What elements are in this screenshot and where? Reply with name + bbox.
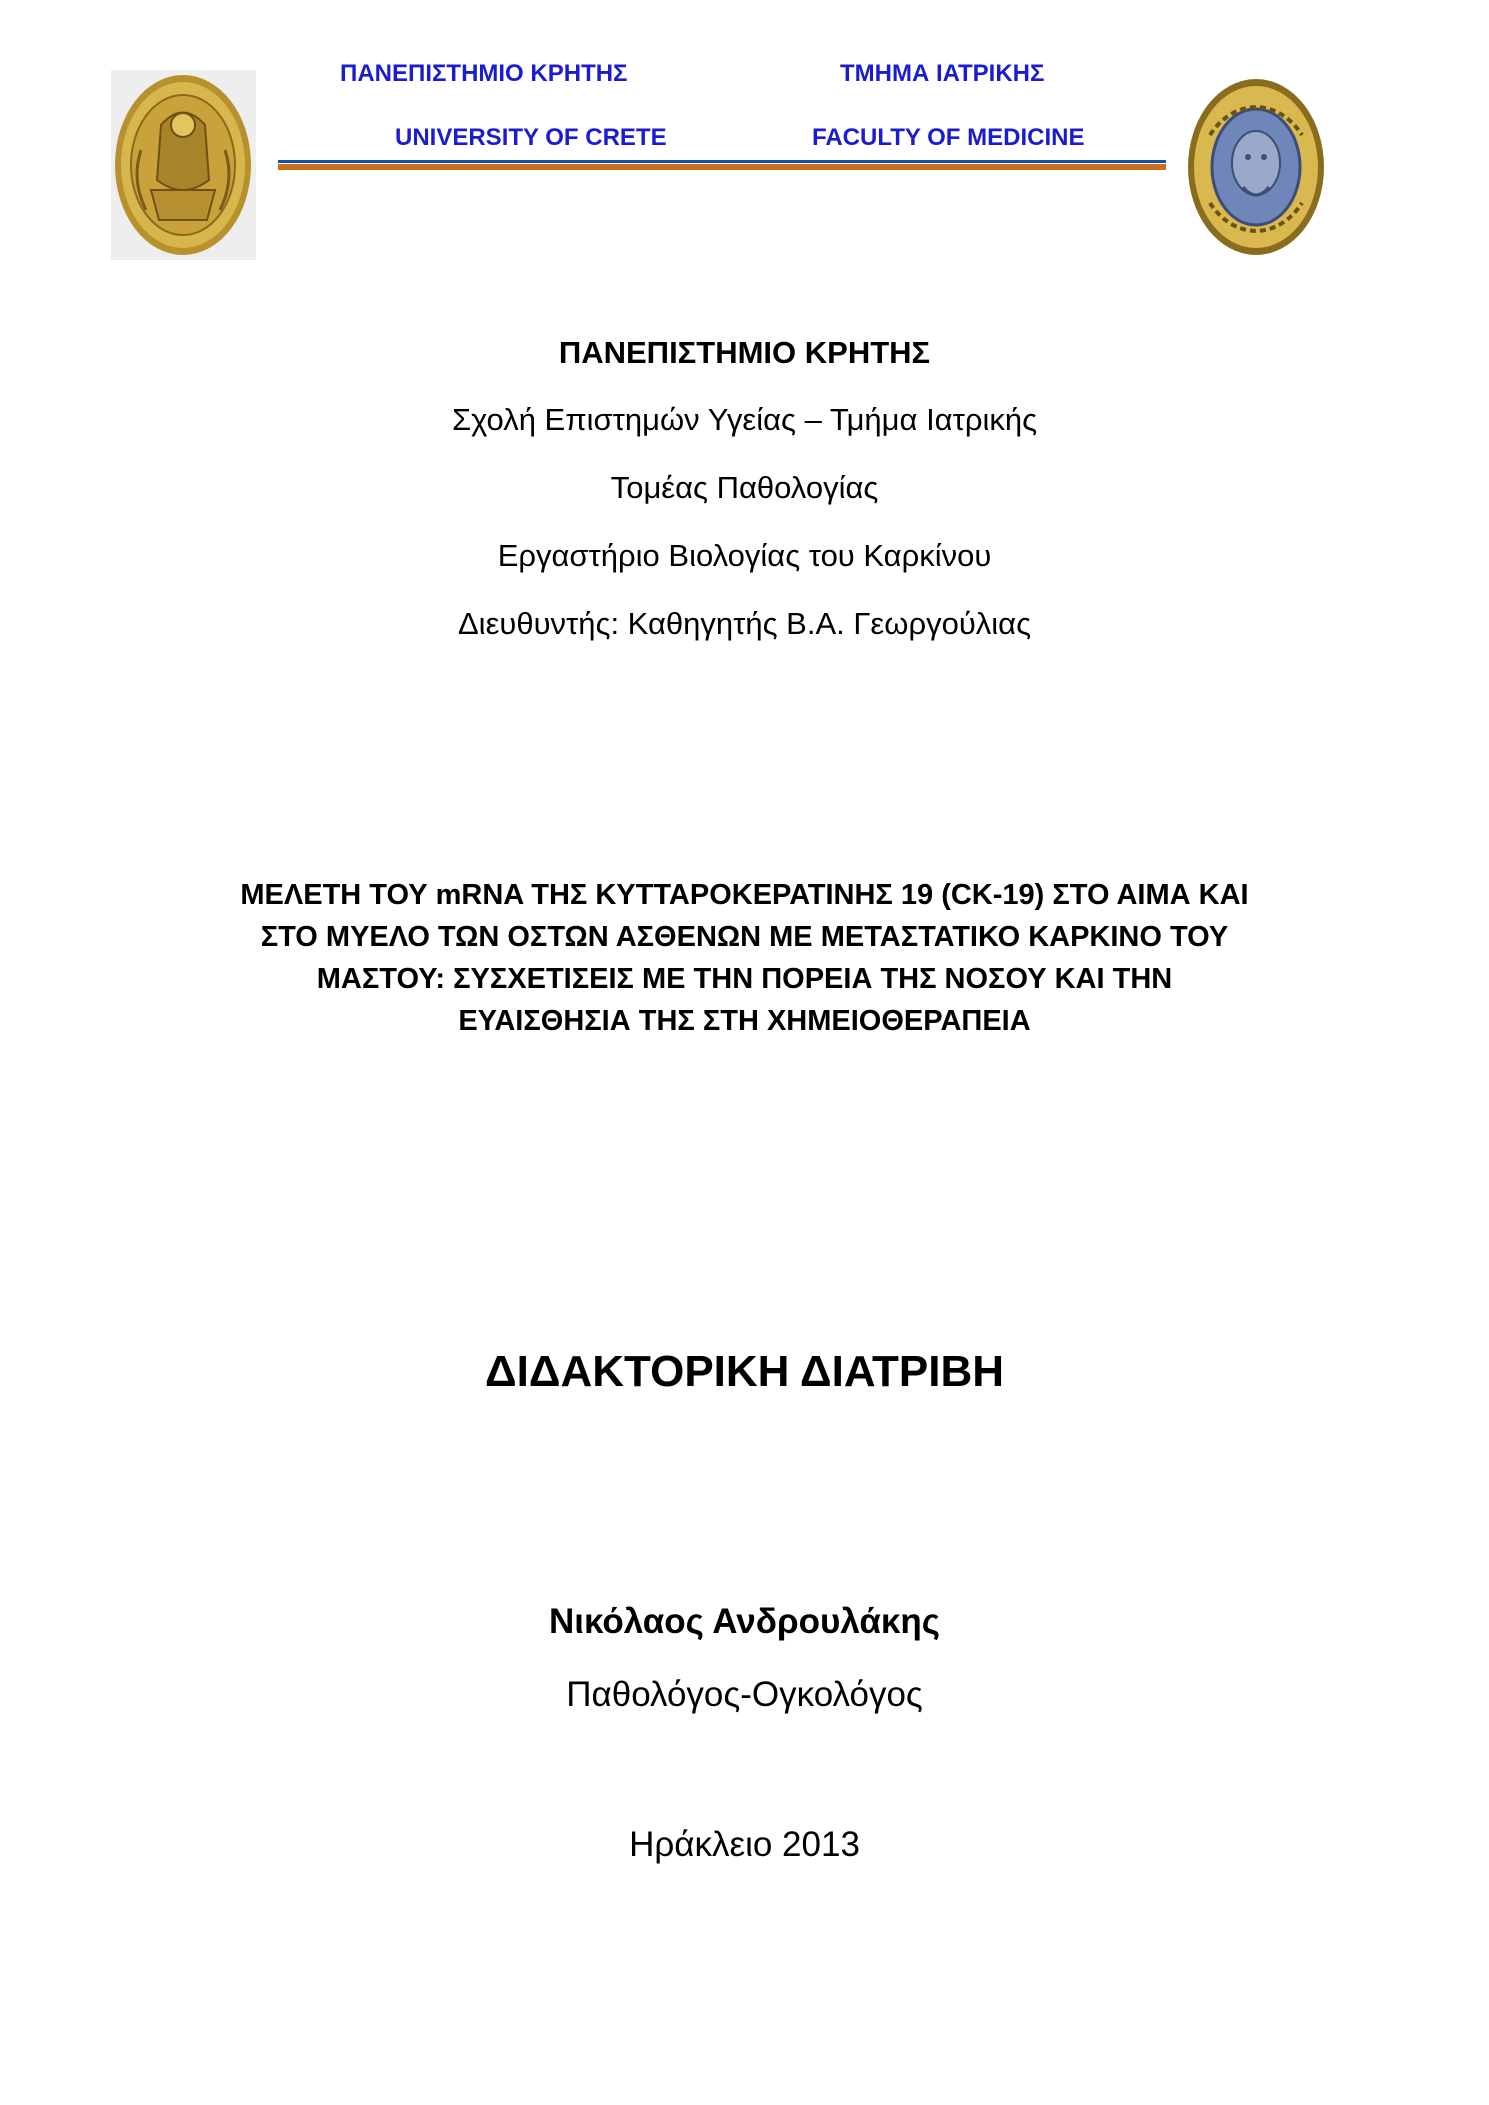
place-year: Ηράκλειο 2013 <box>629 1825 860 1864</box>
institution-title: ΠΑΝΕΠΙΣΤΗΜΙΟ ΚΡΗΤΗΣ <box>558 335 931 370</box>
header-university-english: UNIVERSITY OF CRETE <box>395 124 667 151</box>
institution-sector: Τομέας Παθολογίας <box>610 470 879 505</box>
faculty-of-medicine-seal <box>1185 75 1327 260</box>
thesis-title-line: ΣΤΟ ΜΥΕΛΟ ΤΩΝ ΟΣΤΩΝ ΑΣΘΕΝΩΝ ΜΕ ΜΕΤΑΣΤΑΤΙΚΟ ΚΑΡΚΙΝΟ ΤΟΥ <box>260 921 1229 953</box>
author-name: Νικόλαος Ανδρουλάκης <box>548 1602 940 1641</box>
thesis-title <box>200 874 1289 1042</box>
document-type: ΔΙΔΑΚΤΟΡΙΚΗ ΔΙΑΤΡΙΒΗ <box>484 1347 1005 1396</box>
institution-lab: Εργαστήριο Βιολογίας του Καρκίνου <box>497 538 992 573</box>
header-rule-blue <box>278 160 1166 163</box>
university-of-crete-seal <box>111 70 256 260</box>
header-university-greek: ΠΑΝΕΠΙΣΤΗΜΙΟ ΚΡΗΤΗΣ <box>340 60 628 87</box>
header-faculty-english: FACULTY OF MEDICINE <box>812 124 1085 151</box>
institution-school: Σχολή Επιστημών Υγείας – Τμήμα Ιατρικής <box>451 402 1038 437</box>
institution-director: Διευθυντής: Καθηγητής Β.Α. Γεωργούλιας <box>457 606 1032 641</box>
author-specialty: Παθολόγος-Ογκολόγος <box>566 1675 923 1714</box>
thesis-title-line: ΜΕΛΕΤΗ ΤΟΥ mRNA ΤΗΣ ΚΥΤΤΑΡΟΚΕΡΑΤΙΝΗΣ 19 (CK-19) ΣΤΟ ΑΙΜΑ ΚΑΙ <box>240 879 1249 911</box>
thesis-title-line: ΕΥΑΙΣΘΗΣΙΑ ΤΗΣ ΣΤΗ ΧΗΜΕΙΟΘΕΡΑΠΕΙΑ <box>458 1005 1031 1037</box>
thesis-title-line: ΜΑΣΤΟΥ: ΣΥΣΧΕΤΙΣΕΙΣ ΜΕ ΤΗΝ ΠΟΡΕΙΑ ΤΗΣ ΝΟΣΟΥ ΚΑΙ ΤΗΝ <box>316 963 1173 995</box>
header-rule-orange <box>278 164 1166 170</box>
header-department-greek: ΤΜΗΜΑ ΙΑΤΡΙΚΗΣ <box>840 60 1045 87</box>
